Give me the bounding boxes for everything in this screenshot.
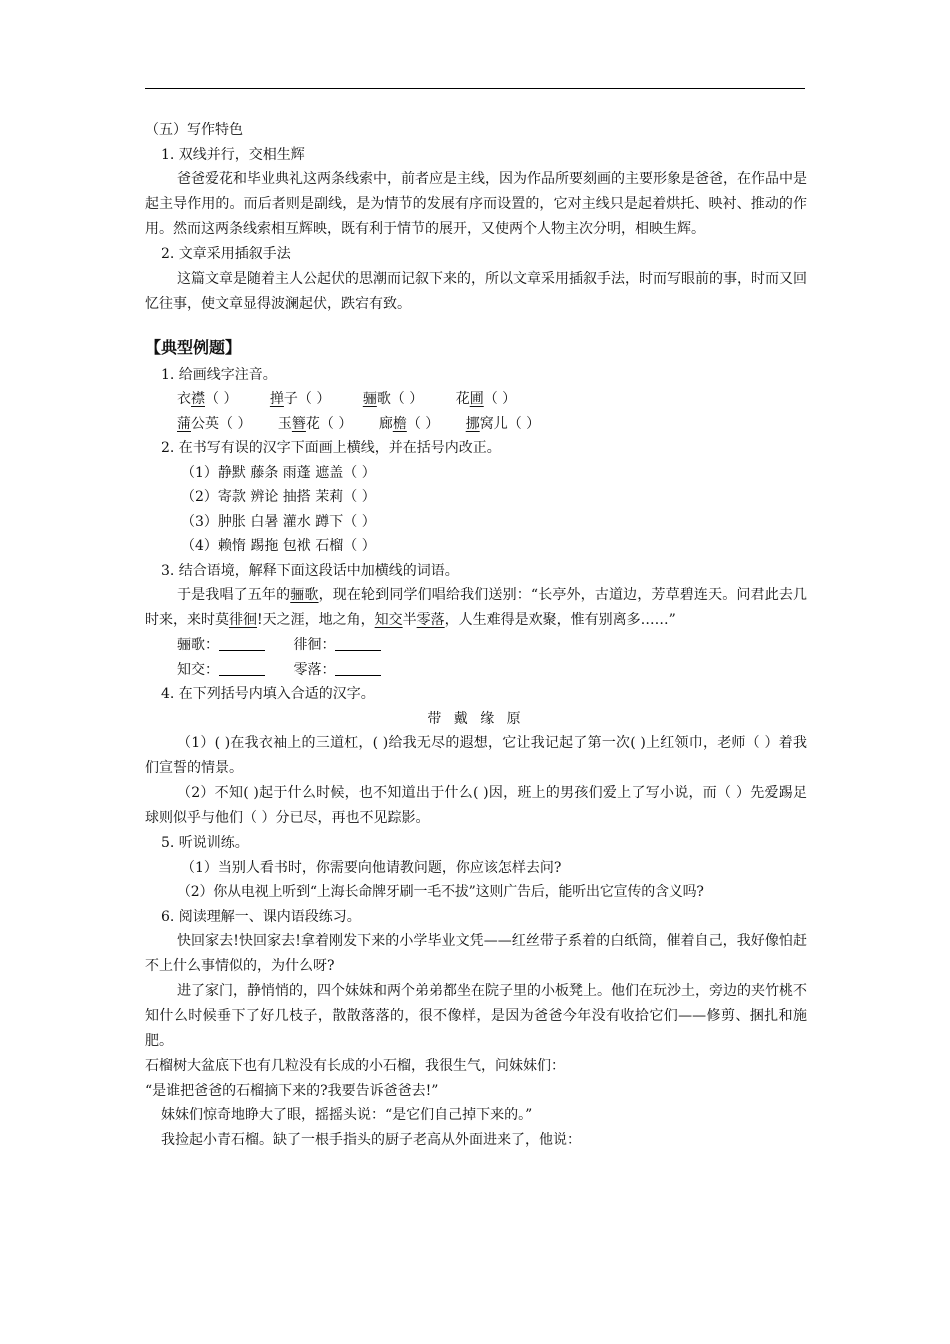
pinyin-row-2 (145, 412, 807, 437)
question-title: 1. 给画线字注音。 (161, 366, 277, 383)
question-title: 4. 在下列括号内填入合适的汉字。 (161, 686, 375, 702)
paragraph-line: 我捡起小青石榴。缺了一根手指头的厨子老高从外面进来了，他说： (161, 1131, 581, 1148)
pinyin-item: 掸子（ ） (269, 391, 331, 407)
pinyin-item: 蒲公英（ ） (177, 415, 252, 432)
section-title: （五）写作特色 (145, 122, 243, 138)
answer-label: 知交： (177, 661, 219, 678)
question-title: 2. 在书写有误的汉字下面画上横线，并在括号内改正。 (161, 440, 501, 456)
paragraph: （2）不知( )起于什么时候，也不知道出于什么( )因，班上的男孩们爱上了写小说，而（ ）先爱踢足球则似乎与他们（ ）分已尽，再也不见踪影。 (145, 785, 807, 826)
question-title: 5. 听说训练。 (161, 835, 249, 851)
answer-blank[interactable] (335, 636, 381, 651)
pinyin-item: 花圃（ ） (455, 391, 517, 407)
answer-label: 徘徊： (293, 637, 336, 653)
pinyin-item: 廊檐（ ） (378, 415, 440, 432)
list-item: （2）你从电视上听到“上海长命牌牙刷一毛不拔”这则广告后，能听出它宣传的含义吗? (177, 884, 704, 900)
point-heading: 1. 双线并行，交相生辉 (161, 146, 305, 163)
pinyin-item: 玉簪花（ ） (277, 415, 353, 432)
point-heading: 2. 文章采用插叙手法 (161, 246, 291, 262)
answer-blank[interactable] (219, 661, 265, 676)
quoted-passage: 于是我唱了五年的骊歌，现在轮到同学们唱给我们送别：“长亭外，古道边，芳草碧连天。问君此去几时来，来时莫徘徊!天之涯，地之角，知交半零落，人生难得是欢聚，惟有别离多……” (145, 587, 808, 628)
list-item: （1）静默 藤条 雨蓬 遮盖（ ） (181, 464, 376, 481)
pinyin-row-1 (145, 387, 807, 412)
answer-label: 零落： (293, 661, 336, 678)
answer-blank[interactable] (219, 636, 265, 651)
list-item: （1）当别人看书时，你需要向他请教问题，你应该怎样去问? (181, 859, 562, 876)
list-item: （3）肿胀 白暑 灌水 蹲下（ ） (181, 513, 376, 530)
paragraph: （1）( )在我衣袖上的三道杠，( )给我无尽的遐想，它让我记起了第一次( )上红领巾，老师（ ）着我们宣誓的情景。 (145, 735, 807, 776)
answer-row-1 (145, 633, 807, 658)
question-title: 3. 结合语境，解释下面这段话中加横线的词语。 (161, 562, 459, 579)
paragraph: 爸爸爱花和毕业典礼这两条线索中，前者应是主线，因为作品所要刻画的主要形象是爸爸，在作品中是起主导作用的。而后者则是副线，是为情节的发展有序而设置的，它对主线只是起着烘托、映衬、推动的作用。然而这两条线索相互辉映，既有利于情节的展开，又使两个人物主次分明，相映生辉。 (145, 171, 807, 237)
paragraph-line: 妹妹们惊奇地睁大了眼，摇摇头说：“是它们自己掉下来的。” (161, 1107, 533, 1123)
answer-blank[interactable] (335, 661, 381, 676)
list-item: （4）赖惰 踢拖 包袱 石榴（ ） (181, 538, 376, 554)
pinyin-item: 衣襟（ ） (177, 391, 238, 407)
paragraph-line: “是谁把爸爸的石榴摘下来的?我要告诉爸爸去!” (145, 1082, 439, 1099)
examples-heading: 【典型例题】 (145, 337, 242, 357)
answer-label: 骊歌： (177, 637, 219, 653)
word-choices: 带 戴 缘 原 (427, 710, 525, 727)
paragraph: 这篇文章是随着主人公起伏的思潮而记叙下来的，所以文章采用插叙手法，时而写眼前的事，时而又回忆往事，使文章显得波澜起伏，跌宕有致。 (145, 270, 807, 312)
header-rule (145, 88, 805, 89)
list-item: （2）寄款 辨论 抽搭 茉莉（ ） (181, 489, 376, 505)
answer-row-2 (145, 658, 807, 683)
page-content (145, 118, 807, 1152)
paragraph: 进了家门，静悄悄的，四个妹妹和两个弟弟都坐在院子里的小板凳上。他们在玩沙土，旁边的夹竹桃不知什么时候垂下了好几枝子，散散落落的，很不像样，是因为爸爸今年没有收拾它们——修剪、捆扎和施肥。 (145, 983, 807, 1049)
pinyin-item: 挪窝儿（ ） (465, 415, 541, 432)
paragraph-line: 石榴树大盆底下也有几粒没有长成的小石榴，我很生气，问妹妹们： (145, 1058, 565, 1074)
question-title: 6. 阅读理解一、课内语段练习。 (161, 908, 361, 925)
pinyin-item: 骊歌（ ） (362, 391, 424, 407)
paragraph: 快回家去!快回家去!拿着刚发下来的小学毕业文凭——红丝带子系着的白纸筒，催着自己，我好像怕赶不上什么事情似的，为什么呀? (145, 933, 807, 974)
